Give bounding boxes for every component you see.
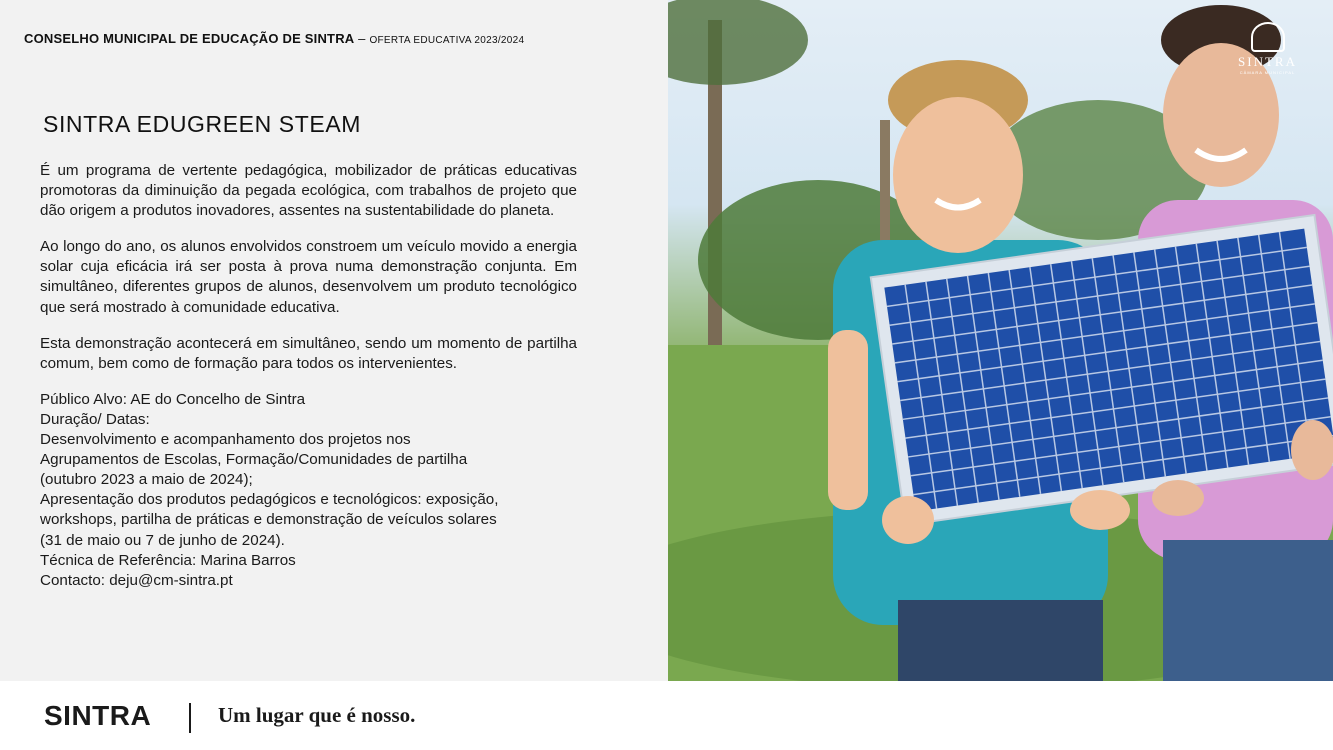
girl-hand bbox=[1152, 480, 1204, 516]
sintra-emblem-icon bbox=[1251, 22, 1285, 52]
info-line: (outubro 2023 a maio de 2024); bbox=[40, 471, 253, 489]
paragraph: Esta demonstração acontecerá em simultâneo, sendo um momento de partilha comum, bem como de formação para todos os intervenientes. bbox=[40, 334, 577, 372]
boy-hand bbox=[882, 496, 934, 544]
info-line: (31 de maio ou 7 de junho de 2024). bbox=[40, 531, 285, 549]
info-line: Apresentação dos produtos pedagógicos e tecnológicos: exposição, bbox=[40, 491, 499, 509]
footer bbox=[0, 681, 1333, 750]
info-line: Duração/ Datas: bbox=[40, 410, 150, 428]
info-line: Agrupamentos de Escolas, Formação/Comunidades de partilha bbox=[40, 451, 468, 469]
corner-logo-tagline: CÂMARA MUNICIPAL bbox=[1239, 70, 1296, 75]
organization-name: CONSELHO MUNICIPAL DE EDUCAÇÃO DE SINTRA bbox=[24, 31, 355, 46]
program-description bbox=[40, 161, 577, 591]
boy-hand bbox=[1070, 490, 1130, 530]
footer-divider bbox=[189, 703, 191, 733]
info-line: Público Alvo: AE do Concelho de Sintra bbox=[40, 390, 306, 408]
contact-line: Contacto: deju@cm-sintra.pt bbox=[40, 571, 233, 589]
program-title: SINTRA EDUGREEN STEAM bbox=[43, 111, 362, 137]
page-header bbox=[24, 31, 524, 46]
info-line: workshops, partilha de práticas e demonstração de veículos solares bbox=[40, 511, 497, 529]
palm-crown bbox=[668, 0, 808, 85]
info-line: Técnica de Referência: Marina Barros bbox=[40, 551, 296, 569]
girl-jeans bbox=[1163, 540, 1333, 681]
footer-slogan: Um lugar que é nosso. bbox=[218, 703, 416, 727]
program-info bbox=[40, 390, 577, 591]
children-solar-panel-photo bbox=[668, 0, 1333, 681]
sintra-brand-logo: SINTRA bbox=[44, 700, 152, 731]
info-line: Desenvolvimento e acompanhamento dos projetos nos bbox=[40, 431, 411, 449]
content-panel bbox=[0, 0, 668, 681]
sintra-corner-logo bbox=[1238, 22, 1297, 75]
boy-face bbox=[893, 97, 1023, 253]
paragraph: É um programa de vertente pedagógica, mobilizador de práticas educativas promotoras da diminuição da pegada ecológica, com trabalhos de projeto que dão origem a produtos inovadores, assentes na sustentabilidade do planeta. bbox=[40, 162, 577, 220]
paragraph: Ao longo do ano, os alunos envolvidos constroem um veículo movido a energia solar cuja eficácia irá ser posta à prova numa demonstração conjunta. Em simultâneo, diferentes grupos de alunos, desenvolvem um produto tecnológico que será mostrado à comunidade educativa. bbox=[40, 238, 577, 316]
corner-logo-wordmark: SINTRA bbox=[1238, 54, 1297, 69]
offer-label: OFERTA EDUCATIVA 2023/2024 bbox=[369, 35, 525, 46]
header-separator: – bbox=[354, 31, 370, 46]
girl-hand bbox=[1291, 420, 1333, 480]
palm-trunk bbox=[880, 120, 890, 260]
photo-illustration bbox=[668, 0, 1333, 681]
boy-arm bbox=[828, 330, 868, 510]
boy-jeans bbox=[898, 600, 1103, 681]
